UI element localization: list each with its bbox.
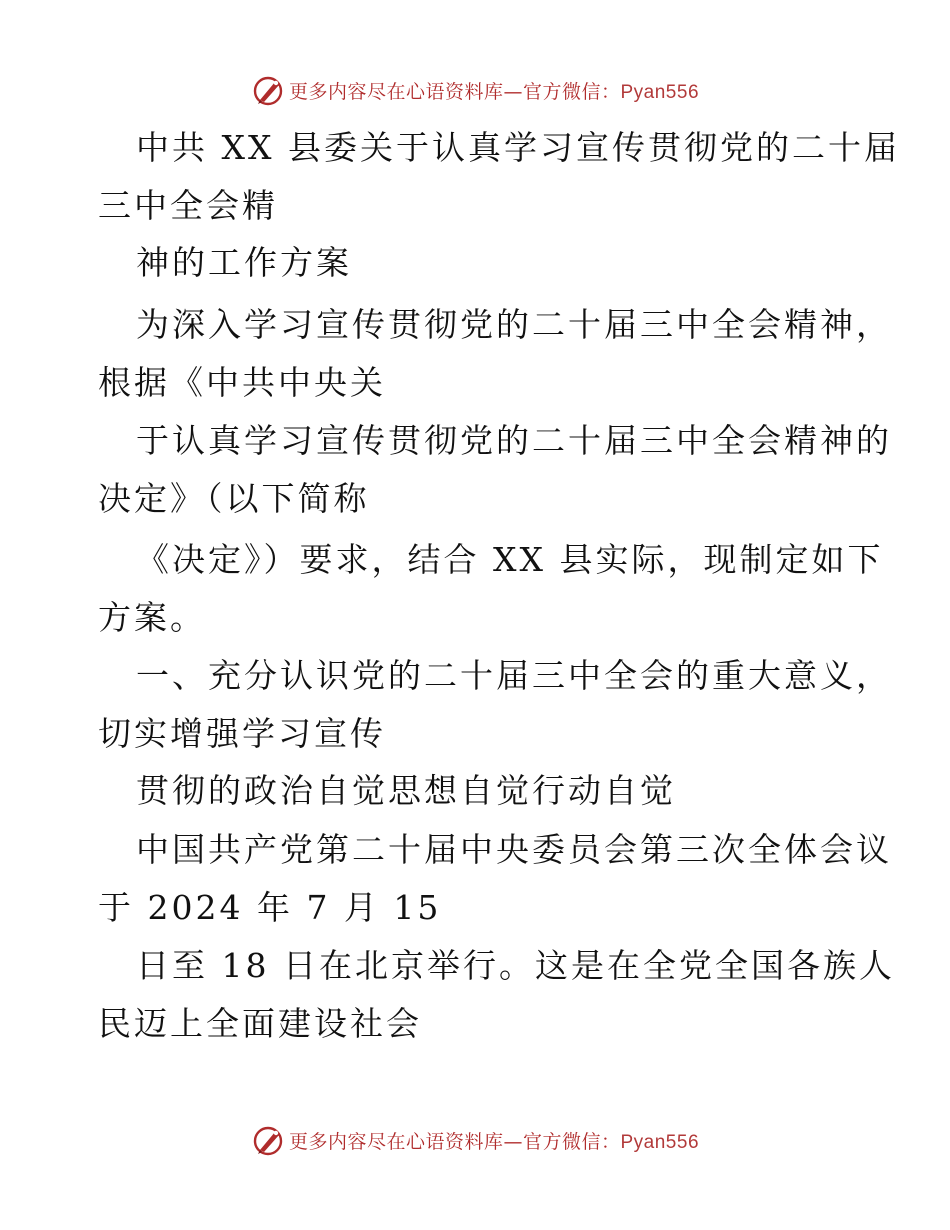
- doc-line: 中国共产党第二十届中央委员会第三次全体会议: [136, 830, 892, 869]
- doc-line: 于认真学习宣传贯彻党的二十届三中全会精神的: [136, 421, 892, 460]
- doc-line: 方案。: [98, 598, 206, 637]
- doc-line: 中共 XX 县委关于认真学习宣传贯彻党的二十届: [136, 128, 900, 167]
- doc-line: 一、充分认识党的二十届三中全会的重大意义，: [136, 656, 892, 695]
- doc-line: 神的工作方案: [136, 243, 352, 282]
- doc-line: 《决定》）要求，结合 XX 县实际，现制定如下: [136, 540, 884, 579]
- doc-line: 切实增强学习宣传: [98, 714, 386, 753]
- doc-line: 于 2024 年 7 月 15: [98, 888, 442, 927]
- header-watermark-text: 更多内容尽在心语资料库—官方微信：Pyan556: [288, 80, 700, 103]
- footer-watermark: [0, 1120, 950, 1160]
- doc-line: 民迈上全面建设社会: [98, 1004, 422, 1043]
- doc-line: 为深入学习宣传贯彻党的二十届三中全会精神，: [136, 305, 892, 344]
- doc-line: 贯彻的政治自觉思想自觉行动自觉: [136, 771, 676, 810]
- doc-line: 三中全会精: [98, 186, 278, 225]
- doc-line: 日至 18 日在北京举行。这是在全党全国各族人: [136, 946, 895, 985]
- footer-watermark-text: 更多内容尽在心语资料库—官方微信：Pyan556: [288, 1130, 700, 1153]
- doc-line: 根据《中共中央关: [98, 363, 386, 402]
- pen-logo-icon: [251, 1123, 285, 1157]
- doc-line: 决定》（以下简称: [98, 479, 370, 518]
